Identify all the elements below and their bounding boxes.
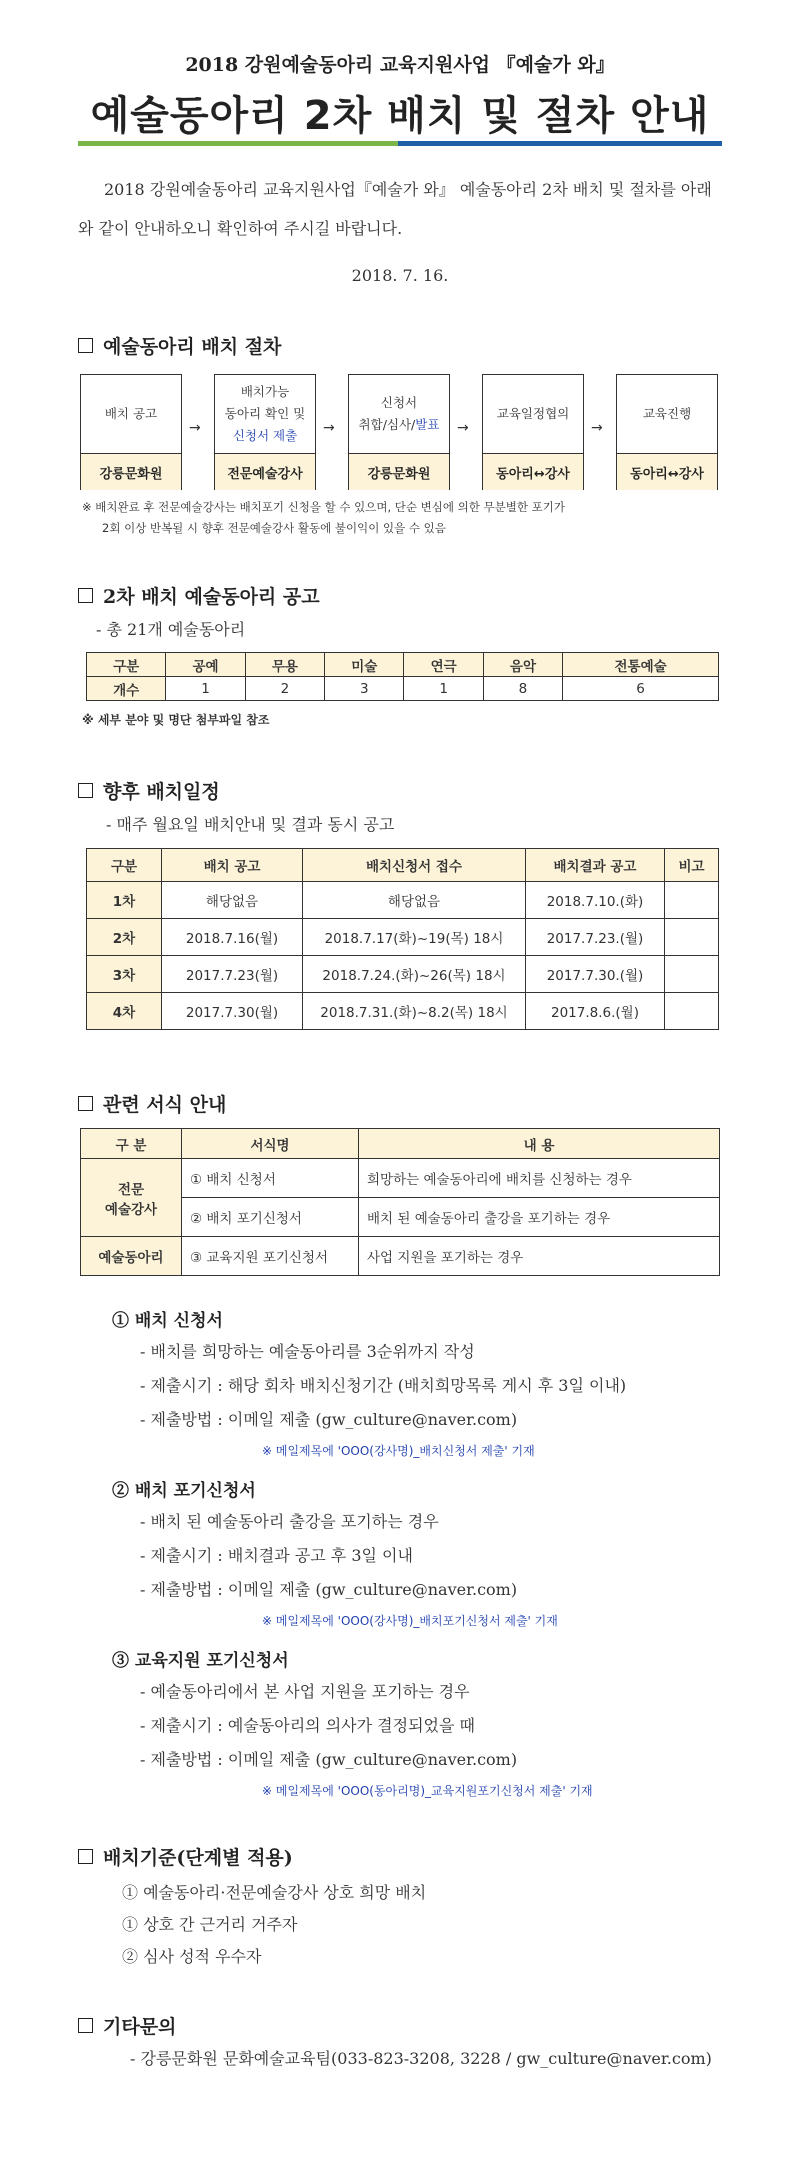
checkbox-square-icon [78,783,93,798]
form-item: - 제출시기 : 해당 회차 배치신청기간 (배치희망목록 게시 후 3일 이내) [140,1376,627,1395]
title-rule-green [78,141,398,146]
arrow-right-icon: → [189,420,201,436]
table-header-row [81,1129,720,1159]
table-cell: ③ 교육지원 포기신청서 [182,1237,359,1276]
flow-step-owner: 동아리↔강사 [483,453,583,490]
table-header-cell: 배치 공고 [162,849,303,882]
table-header-row [87,653,719,677]
checkbox-square-icon [78,588,93,603]
table-row-label: 2차 [87,919,162,956]
table-header-cell: 내 용 [359,1129,720,1159]
section-title-criteria [78,1843,293,1870]
group-label-line: 예술강사 [104,1201,158,1218]
table-cell: 2017.7.23(월) [162,956,303,993]
table-row [81,1237,720,1276]
table-header-cell: 공예 [166,653,245,677]
table-cell [665,993,719,1030]
flow-step-2 [214,374,316,490]
procedure-note-line: ※ 배치완료 후 전문예술강사는 배치포기 신청을 할 수 있으며, 단순 변심에 의한 무분별한 포기가 [82,500,565,514]
table-cell: 해당없음 [303,882,526,919]
section-title-schedule [78,777,220,804]
form-item: - 제출방법 : 이메일 제출 (gw_culture@naver.com) [140,1410,518,1429]
flow-step-owner: 전문예술강사 [215,453,315,490]
section-title-text: 향후 배치일정 [103,781,220,803]
table-cell: 6 [563,677,719,701]
attachment-note: ※ 세부 분야 및 명단 첨부파일 참조 [82,713,270,727]
section-title-forms [78,1090,226,1117]
table-row [81,1159,720,1198]
arrow-right-icon: → [457,420,469,436]
section-title-announcement [78,582,320,609]
section-title-text: 예술동아리 배치 절차 [103,336,282,358]
flow-step-text: 배치 공고 [104,406,158,421]
form-item: - 배치 된 예술동아리 출강을 포기하는 경우 [140,1512,439,1531]
table-row-label [81,1159,182,1237]
flow-step-text: 교육진행 [642,406,692,421]
flow-step-text: 배치가능 [240,384,290,399]
group-label-line: 전문 [117,1181,145,1198]
table-cell: 1 [166,677,245,701]
table-row-label: 3차 [87,956,162,993]
club-count: - 총 21개 예술동아리 [96,620,246,639]
table-cell: 해당없음 [162,882,303,919]
table-header-cell: 구 분 [81,1129,182,1159]
criteria-item: ① 상호 간 근거리 거주자 [122,1915,298,1934]
table-row-label: 예술동아리 [81,1237,182,1276]
table-cell: 1 [404,677,483,701]
table-header-cell: 미술 [325,653,404,677]
table-row [87,993,719,1030]
checkbox-square-icon [78,1096,93,1111]
mail-subject-note: ※ 메일제목에 'OOO(강사명)_배치포기신청서 제출' 기재 [262,1614,558,1628]
table-header-cell: 구분 [87,653,166,677]
flow-step-text-highlight: 발표 [415,417,440,432]
flow-step-text: 동아리 확인 및 [224,406,306,421]
forms-table [80,1128,720,1276]
flow-step-3 [348,374,450,490]
table-cell: 2018.7.16(월) [162,919,303,956]
document-subtitle: 2018 강원예술동아리 교육지원사업 『예술가 와』 [185,54,615,76]
form-item: - 예술동아리에서 본 사업 지원을 포기하는 경우 [140,1682,470,1701]
table-cell: 2017.7.23.(월) [526,919,665,956]
contact-info: - 강릉문화원 문화예술교육팀(033-823-3208, 3228 / gw_culture@naver.com) [130,2049,712,2068]
section-title-text: 2차 배치 예술동아리 공고 [103,586,320,608]
procedure-note [82,497,565,539]
table-cell: 2017.7.30(월) [162,993,303,1030]
table-header-cell: 배치결과 공고 [526,849,665,882]
table-row-label: 4차 [87,993,162,1030]
table-cell: 사업 지원을 포기하는 경우 [359,1237,720,1276]
table-cell: 8 [483,677,562,701]
intro-paragraph: 2018 강원예술동아리 교육지원사업『예술가 와』 예술동아리 2차 배치 및 절차를 아래와 같이 안내하오니 확인하여 주시길 바랍니다. [78,180,712,238]
form-title-1: ① 배치 신청서 [112,1311,223,1331]
checkbox-square-icon [78,2018,93,2033]
mail-subject-note: ※ 메일제목에 'OOO(강사명)_배치신청서 제출' 기재 [262,1444,535,1458]
table-row-label: 개수 [87,677,166,701]
table-row [87,677,719,701]
form-item: - 제출방법 : 이메일 제출 (gw_culture@naver.com) [140,1580,518,1599]
schedule-bullet: - 매주 월요일 배치안내 및 결과 동시 공고 [106,815,395,834]
section-title-procedure [78,332,281,359]
table-row [87,956,719,993]
table-header-cell: 음악 [483,653,562,677]
table-cell: ② 배치 포기신청서 [182,1198,359,1237]
table-header-cell: 무용 [245,653,324,677]
table-cell: 희망하는 예술동아리에 배치를 신청하는 경우 [359,1159,720,1198]
flow-step-owner: 강릉문화원 [81,453,181,490]
table-cell: ① 배치 신청서 [182,1159,359,1198]
table-header-cell: 전통예술 [563,653,719,677]
table-cell: 2017.8.6.(월) [526,993,665,1030]
table-cell: 3 [325,677,404,701]
criteria-item: ② 심사 성적 우수자 [122,1947,262,1966]
table-row-label: 1차 [87,882,162,919]
club-count-table [86,652,719,701]
table-header-cell: 연극 [404,653,483,677]
form-title-2: ② 배치 포기신청서 [112,1481,256,1501]
table-cell: 2017.7.30.(월) [526,956,665,993]
form-item: - 제출방법 : 이메일 제출 (gw_culture@naver.com) [140,1750,518,1769]
flow-step-4 [482,374,584,490]
flow-step-owner: 강릉문화원 [349,453,449,490]
form-item: - 제출시기 : 배치결과 공고 후 3일 이내 [140,1546,413,1565]
form-title-3: ③ 교육지원 포기신청서 [112,1651,289,1671]
criteria-item: ① 예술동아리·전문예술강사 상호 희망 배치 [122,1883,427,1902]
section-title-text: 기타문의 [103,2016,177,2038]
table-cell [665,956,719,993]
form-item: - 제출시기 : 예술동아리의 의사가 결정되었을 때 [140,1716,475,1735]
table-row [87,919,719,956]
table-cell: 2018.7.10.(화) [526,882,665,919]
document-date: 2018. 7. 16. [351,266,449,285]
form-item: - 배치를 희망하는 예술동아리를 3순위까지 작성 [140,1342,475,1361]
table-cell: 2018.7.17(화)~19(목) 18시 [303,919,526,956]
table-cell [665,882,719,919]
flow-step-text-highlight: 신청서 제출 [232,428,298,443]
schedule-table [86,848,719,1030]
table-cell: 2018.7.31.(화)~8.2(목) 18시 [303,993,526,1030]
section-title-text: 관련 서식 안내 [103,1094,227,1116]
arrow-right-icon: → [323,420,335,436]
checkbox-square-icon [78,1849,93,1864]
table-header-row [87,849,719,882]
table-header-cell: 구분 [87,849,162,882]
document-title: 예술동아리 2차 배치 및 절차 안내 [90,93,710,139]
table-cell: 2018.7.24.(화)~26(목) 18시 [303,956,526,993]
flow-step-text: 취합/심사/ [358,417,416,432]
checkbox-square-icon [78,338,93,353]
flow-step-1 [80,374,182,490]
table-cell: 배치 된 예술동아리 출강을 포기하는 경우 [359,1198,720,1237]
flow-step-5 [616,374,718,490]
section-title-contact [78,2012,176,2039]
section-title-text: 배치기준(단계별 적용) [103,1847,293,1869]
flow-step-text: 교육일정협의 [496,406,570,421]
table-header-cell: 비고 [665,849,719,882]
title-rule-blue [398,141,722,146]
table-cell: 2 [245,677,324,701]
table-row [87,882,719,919]
arrow-right-icon: → [591,420,603,436]
table-header-cell: 서식명 [182,1129,359,1159]
table-cell [665,919,719,956]
table-header-cell: 배치신청서 접수 [303,849,526,882]
flow-step-text: 신청서 [380,395,418,410]
procedure-note-line: 2회 이상 반복될 시 향후 전문예술강사 활동에 불이익이 있을 수 있음 [102,521,446,535]
mail-subject-note: ※ 메일제목에 'OOO(동아리명)_교육지원포기신청서 제출' 기재 [262,1784,593,1798]
flow-step-owner: 동아리↔강사 [617,453,717,490]
